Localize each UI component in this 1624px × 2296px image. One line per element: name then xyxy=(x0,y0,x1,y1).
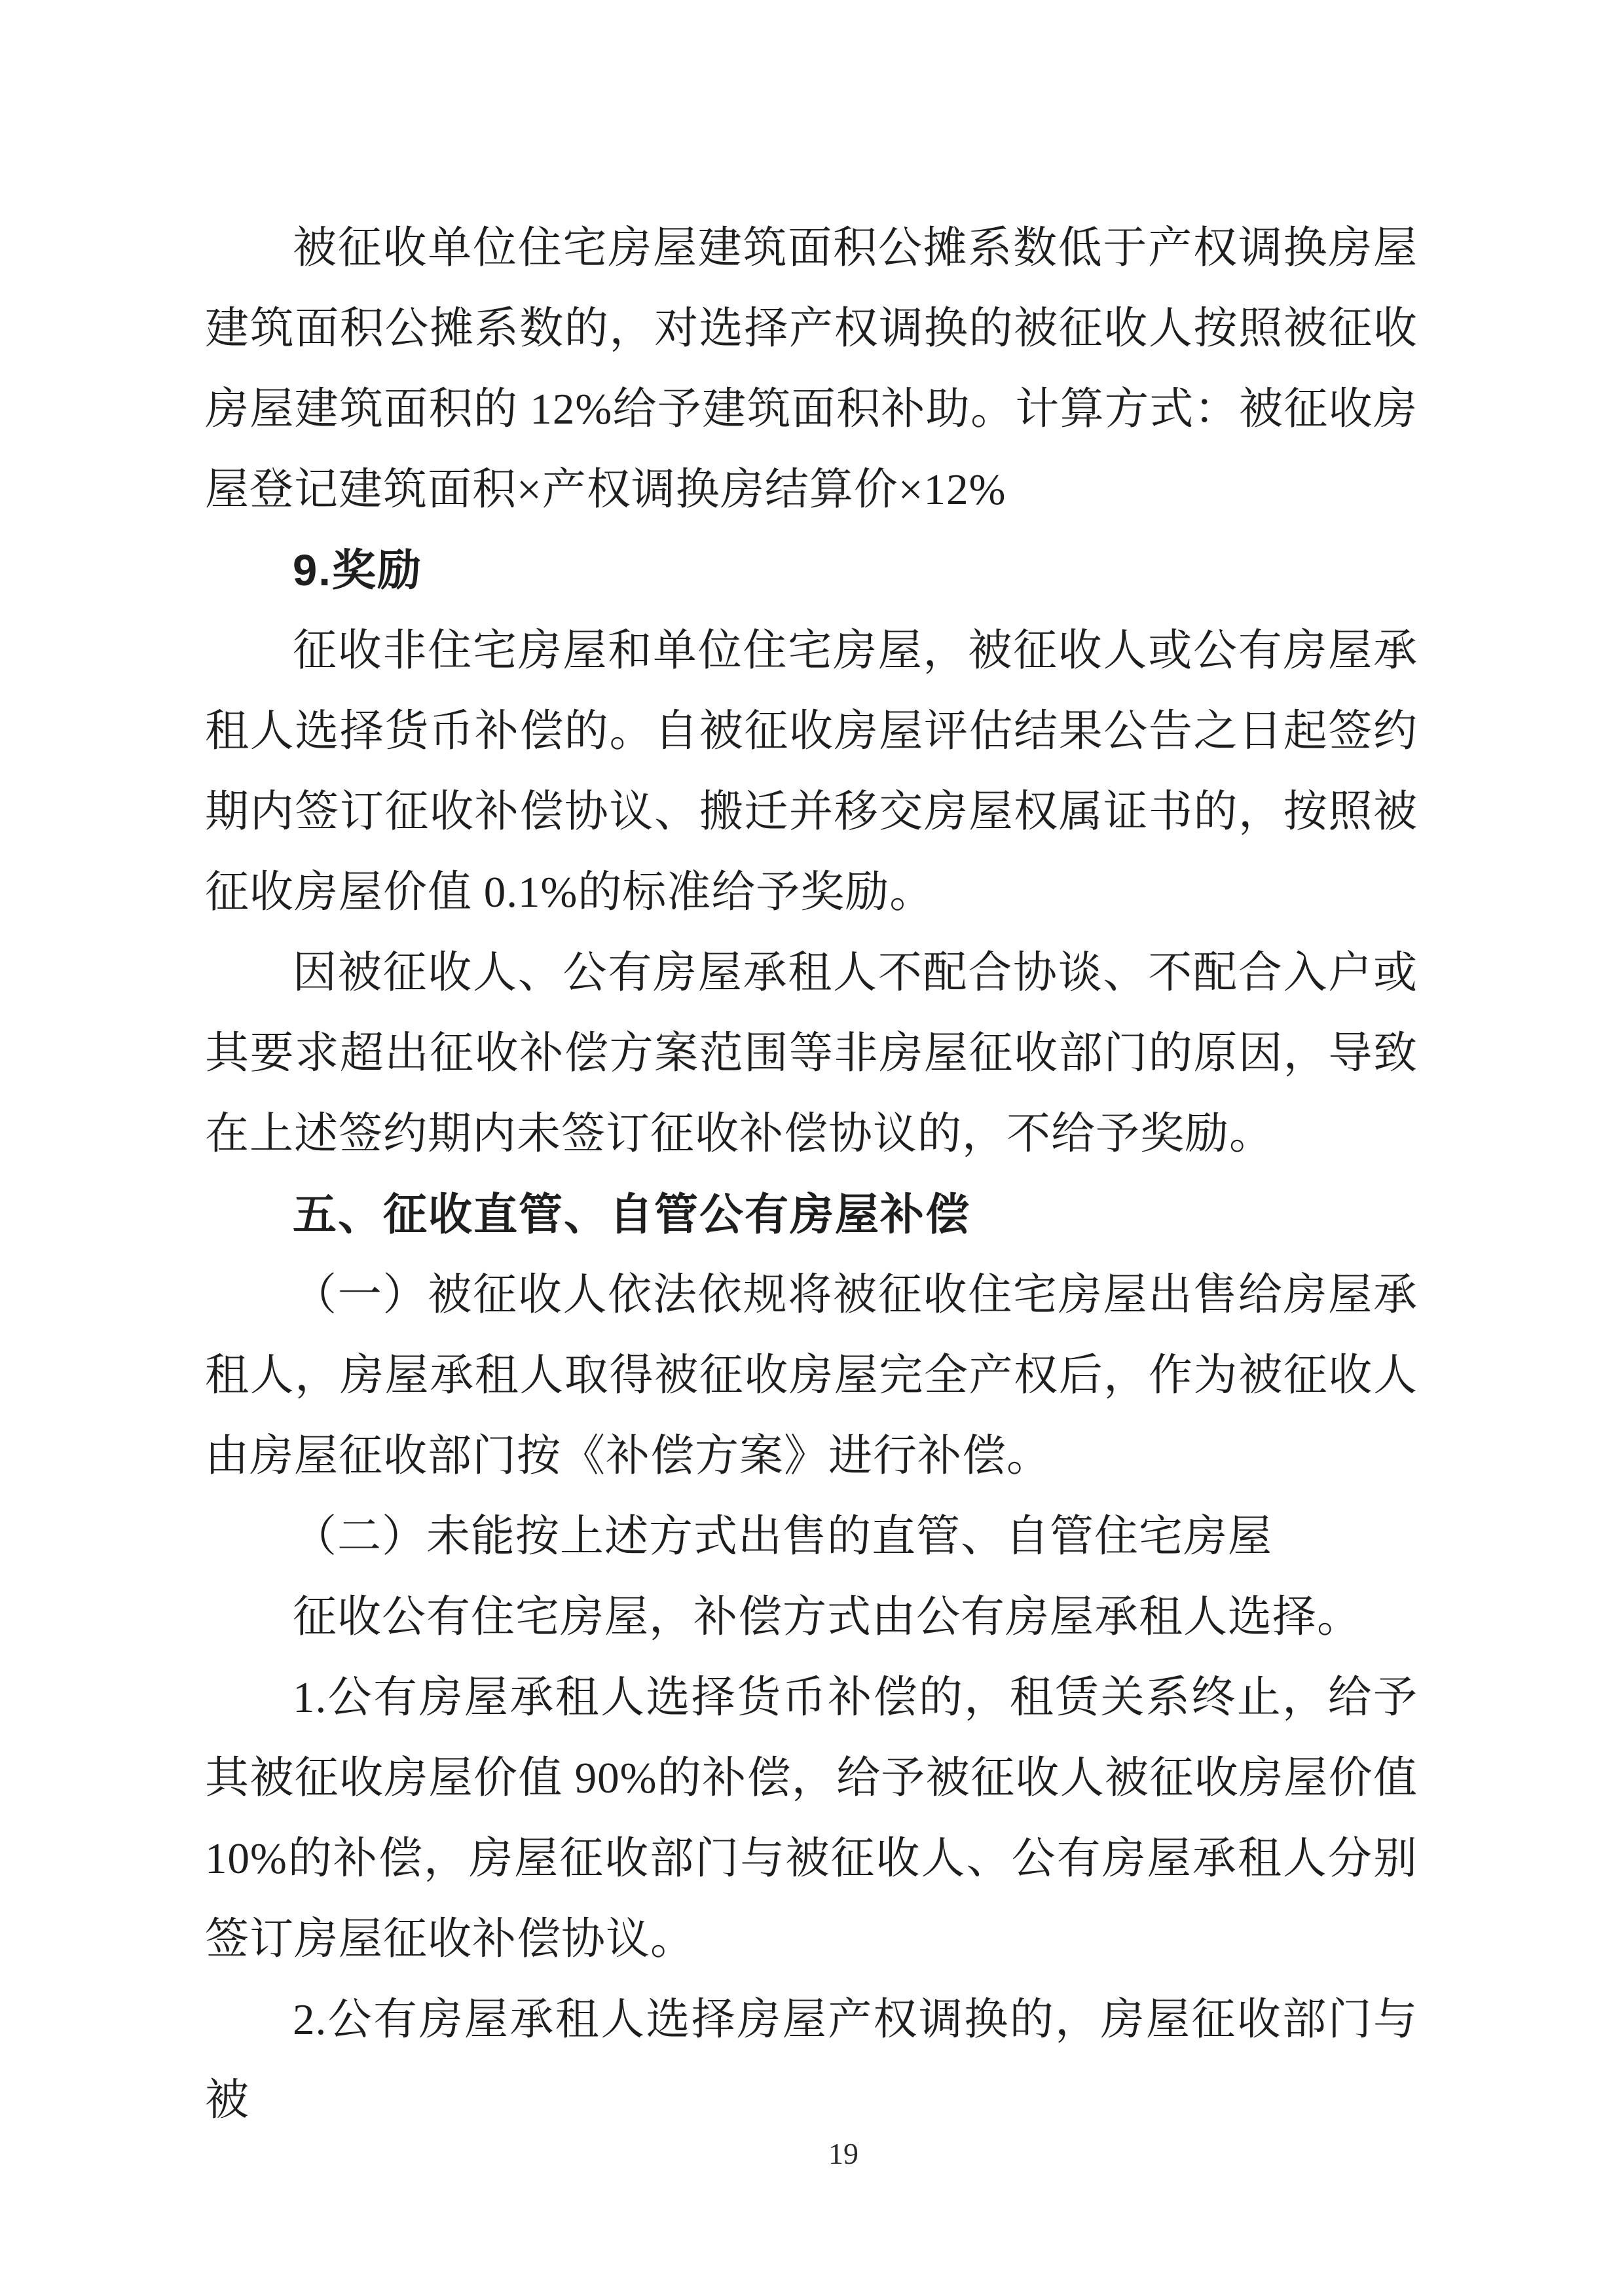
paragraph-item-1-sale-to-tenant: （一）被征收人依法依规将被征收住宅房屋出售给房屋承租人，房屋承租人取得被征收房屋完全产权后，作为被征收人由房屋征收部门按《补偿方案》进行补偿。 xyxy=(205,1271,1418,1480)
paragraph-property-swap: 2.公有房屋承租人选择房屋产权调换的，房屋征收部门与被 xyxy=(205,1995,1418,2124)
text-block xyxy=(205,208,1418,2141)
page-number: 19 xyxy=(828,2137,858,2170)
paragraph-apportionment-subsidy: 被征收单位住宅房屋建筑面积公摊系数低于产权调换房屋建筑面积公摊系数的，对选择产权调换的被征收人按照被征收房屋建筑面积的 12%给予建筑面积补助。计算方式：被征收房屋登记建筑面积×产权调换房结算价×12% xyxy=(205,224,1418,514)
section-heading-9-reward: 9.奖励 xyxy=(293,546,422,595)
paragraph-monetary-compensation-90-10: 1.公有房屋承租人选择货币补偿的，租赁关系终止，给予其被征收房屋价值 90%的补偿，给予被征收人被征收房屋价值 10%的补偿，房屋征收部门与被征收人、公有房屋承租人分别签订房屋征收补偿协议。 xyxy=(205,1673,1418,1963)
section-heading-5-public-housing-compensation: 五、征收直管、自管公有房屋补偿 xyxy=(293,1190,970,1239)
paragraph-item-2-unsold-housing: （二）未能按上述方式出售的直管、自管住宅房屋 xyxy=(293,1512,1272,1561)
paragraph-no-reward-conditions: 因被征收人、公有房屋承租人不配合协谈、不配合入户或其要求超出征收补偿方案范围等非房屋征收部门的原因，导致在上述签约期内未签订征收补偿协议的，不给予奖励。 xyxy=(205,949,1418,1158)
paragraph-tenant-choice: 征收公有住宅房屋，补偿方式由公有房屋承租人选择。 xyxy=(293,1593,1361,1641)
paragraph-reward-conditions: 征收非住宅房屋和单位住宅房屋，被征收人或公有房屋承租人选择货币补偿的。自被征收房屋评估结果公告之日起签约期内签订征收补偿协议、搬迁并移交房屋权属证书的，按照被征收房屋价值 0.1%的标准给予奖励。 xyxy=(205,627,1418,917)
